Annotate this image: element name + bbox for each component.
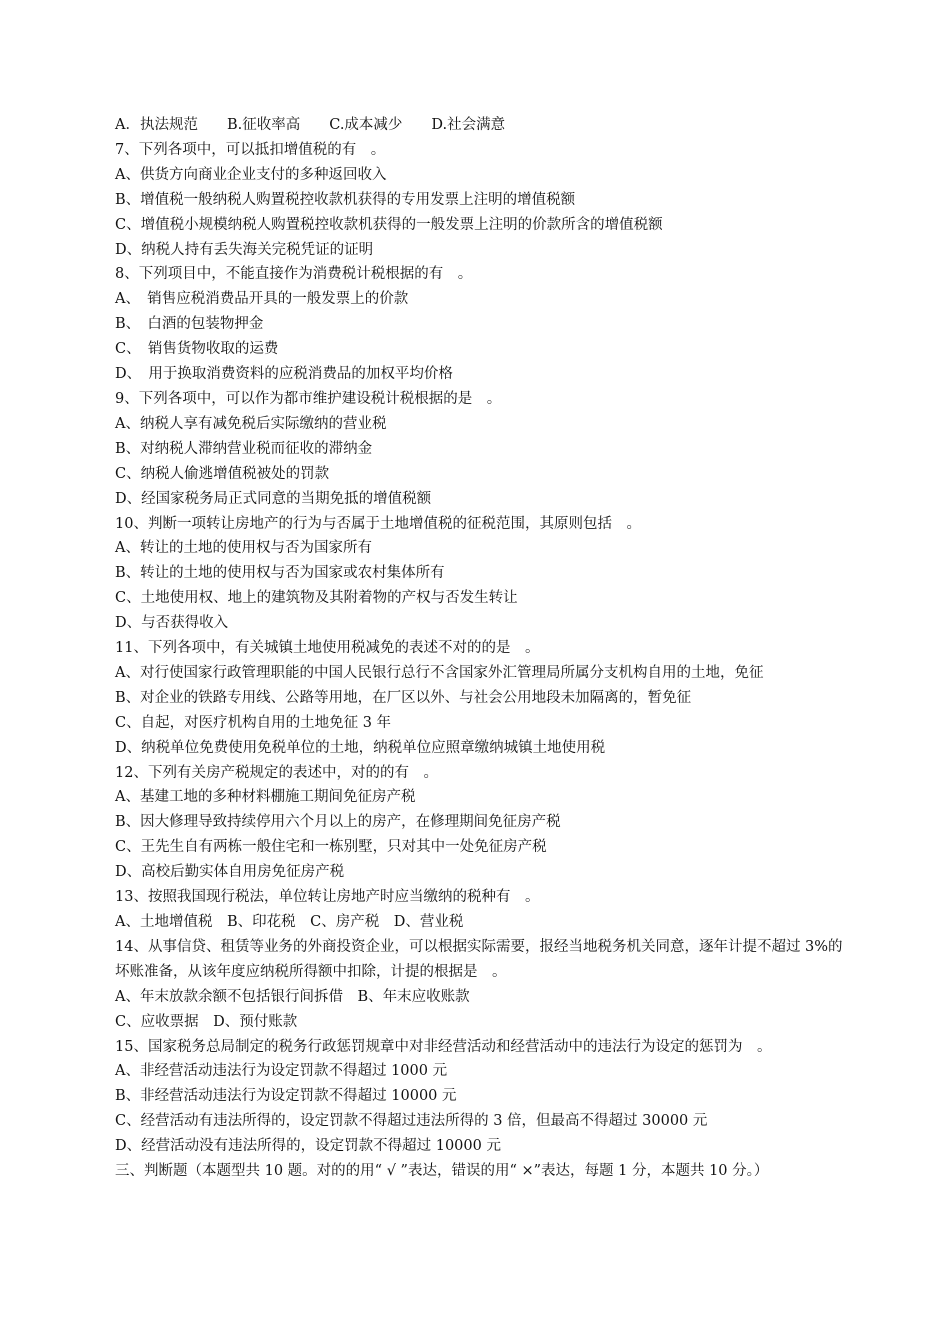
q9-option-a: A、纳税人享有减免税后实际缴纳的营业税: [115, 415, 387, 432]
q10-stem: 10、判断一项转让房地产的行为与否属于土地增值税的征税范围，其原则包括 。: [115, 515, 641, 532]
q12-stem: 12、下列有关房产税规定的表述中，对的的有 。: [115, 764, 438, 781]
q12-option-a: A、基建工地的多种材料棚施工期间免征房产税: [115, 789, 416, 806]
q8-option-b: B、 白酒的包装物押金: [115, 316, 264, 333]
q10-option-d: D、与否获得收入: [115, 615, 229, 632]
q6-options: A．执法规范 B.征收率高 C.成本减少 D.社会满意: [115, 117, 506, 133]
q11-option-c: C、自起，对医疗机构自用的土地免征 3 年: [115, 714, 392, 731]
q10-option-b: B、转让的土地的使用权与否为国家或农村集体所有: [115, 565, 445, 582]
q8-stem: 8、下列项目中，不能直接作为消费税计税根据的有 。: [115, 266, 473, 283]
q12-option-d: D、高校后勤实体自用房免征房产税: [115, 864, 345, 881]
q7-option-a: A、供货方向商业企业支付的多种返回收入: [115, 166, 387, 183]
q7-option-b: B、增值税一般纳税人购置税控收款机获得的专用发票上注明的增值税额: [115, 191, 576, 208]
q15-option-d: D、经营活动没有违法所得的，设定罚款不得超过 10000 元: [115, 1138, 501, 1155]
q12-option-b: B、因大修理导致持续停用六个月以上的房产，在修理期间免征房产税: [115, 814, 561, 831]
q14-options-cd: C、应收票据 D、预付账款: [115, 1013, 298, 1030]
q11-option-d: D、纳税单位免费使用免税单位的土地，纳税单位应照章缴纳城镇土地使用税: [115, 739, 606, 756]
q9-option-c: C、纳税人偷逃增值税被处的罚款: [115, 465, 330, 482]
q10-option-a: A、转让的土地的使用权与否为国家所有: [115, 540, 372, 557]
q15-option-a: A、非经营活动违法行为设定罚款不得超过 1000 元: [115, 1063, 448, 1080]
q12-option-c: C、王先生自有两栋一般住宅和一栋别墅，只对其中一处免征房产税: [115, 839, 547, 856]
q15-option-c: C、经营活动有违法所得的，设定罚款不得超过违法所得的 3 倍，但最高不得超过 30000 元: [115, 1113, 708, 1130]
q11-option-b: B、对企业的铁路专用线、公路等用地，在厂区以外、与社会公用地段未加隔离的，暂免征: [115, 689, 692, 706]
q11-option-a: A、对行使国家行政管理职能的中国人民银行总行不含国家外汇管理局所属分支机构自用的土地，免征: [115, 664, 764, 681]
q9-option-b: B、对纳税人滞纳营业税而征收的滞纳金: [115, 440, 373, 457]
q14-stem: 14、从事信贷、租赁等业务的外商投资企业，可以根据实际需要，报经当地税务机关同意，逐年计提不超过 3%的坏账准备，从该年度应纳税所得额中扣除，计提的根据是 。: [115, 938, 843, 980]
section-3-heading: 三、判断题（本题型共 10 题。对的的用“ √ ”表达，错误的用“ ×”表达，每题 1 分，本题共 10 分。）: [115, 1163, 769, 1180]
q10-option-c: C、土地使用权、地上的建筑物及其附着物的产权与否发生转让: [115, 590, 518, 607]
q7-stem: 7、下列各项中，可以抵扣增值税的有 。: [115, 141, 386, 158]
q11-stem: 11、下列各项中，有关城镇土地使用税减免的表述不对的的是 。: [115, 640, 540, 657]
q8-option-c: C、 销售货物收取的运费: [115, 341, 279, 358]
document-body: [115, 113, 855, 1184]
q7-option-d: D、纳税人持有丢失海关完税凭证的证明: [115, 241, 374, 258]
q14-options-ab: A、年末放款余额不包括银行间拆借 B、年末应收账款: [115, 988, 470, 1005]
q13-stem: 13、按照我国现行税法，单位转让房地产时应当缴纳的税种有 。: [115, 889, 540, 906]
q8-option-d: D、 用于换取消费资料的应税消费品的加权平均价格: [115, 366, 453, 383]
q15-option-b: B、非经营活动违法行为设定罚款不得超过 10000 元: [115, 1088, 457, 1105]
q9-stem: 9、下列各项中，可以作为都市维护建设税计税根据的是 。: [115, 390, 502, 407]
q15-stem: 15、国家税务总局制定的税务行政惩罚规章中对非经营活动和经营活动中的违法行为设定的惩罚为 。: [115, 1038, 772, 1055]
q8-option-a: A、 销售应税消费品开具的一般发票上的价款: [115, 291, 409, 308]
q9-option-d: D、经国家税务局正式同意的当期免抵的增值税额: [115, 490, 432, 507]
q13-options: A、土地增值税 B、印花税 C、房产税 D、营业税: [115, 914, 464, 930]
q7-option-c: C、增值税小规模纳税人购置税控收款机获得的一般发票上注明的价款所含的增值税额: [115, 216, 663, 233]
